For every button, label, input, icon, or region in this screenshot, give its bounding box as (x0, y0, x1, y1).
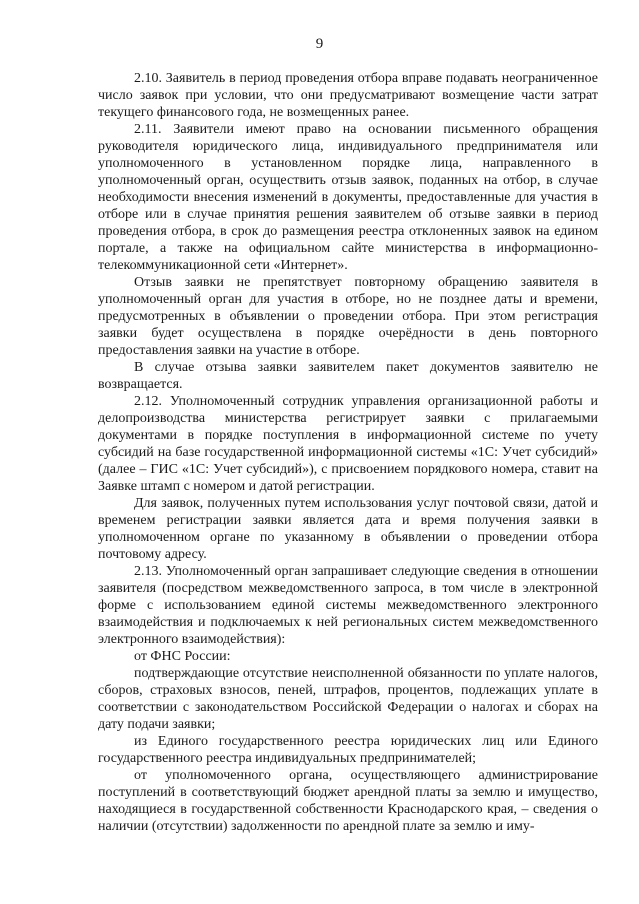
paragraph-registry: из Единого государственного реестра юридических лиц или Единого государственного реестра индивидуальных предпринимателей; (98, 734, 598, 766)
paragraph-postal: Для заявок, полученных путем использования услуг почтовой связи, датой и временем регистрации заявки является дата и время получения заявки в уполномоченном органе по указанному в объявлении о проведении отбора почтовому адресу. (98, 496, 598, 562)
paragraph-tax-debt: подтверждающие отсутствие неисполненной обязанности по уплате налогов, сборов, страховых взносов, пеней, штрафов, процентов, подлежащих уплате в соответствии с законодательством Российской Федерации о налогах и сборах на дату подачи заявки; (98, 666, 598, 732)
paragraph-2-10: 2.10. Заявитель в период проведения отбора вправе подавать неограниченное число заявок при условии, что они предусматривают возмещение части затрат текущего финансового года, не возмещенных ранее. (98, 71, 598, 120)
paragraph-rent-debt: от уполномоченного органа, осуществляющего администрирование поступлений в соответствующий бюджет арендной платы за землю и имущество, находящиеся в государственной собственности Краснодарского края, – сведения о наличии (отсутствии) задолженности по арендной плате за землю и иму- (98, 768, 598, 834)
paragraph-return-docs: В случае отзыва заявки заявителем пакет документов заявителю не возвращается. (98, 360, 598, 392)
paragraph-fns: от ФНС России: (134, 649, 231, 664)
paragraph-withdrawal: Отзыв заявки не препятствует повторному обращению заявителя в уполномоченный орган для участия в отборе, но не позднее даты и времени, предусмотренных в объявлении о проведении отбора. При этом регистрация заявки будет осуществлена в порядке очерёдности в день повторного предоставления заявки на участие в отборе. (98, 275, 598, 358)
document-body (98, 70, 598, 835)
page-number: 9 (315, 36, 324, 52)
paragraph-2-11: 2.11. Заявители имеют право на основании письменного обращения руководителя юридического лица, индивидуального предпринимателя или уполномоченного в установленном порядке лица, направленного в уполномоченный орган, осуществить отзыв заявок, поданных на отбор, в случае необходимости внесения изменений в документы, предоставленные для участия в отборе или в случае принятия решения заявителем об отзыве заявки в период проведения отбора, в срок до размещения реестра отклоненных заявок на едином портале, а также на официальном сайте министерства в информационно-телекоммуникационной сети «Интернет». (98, 122, 598, 273)
paragraph-2-12: 2.12. Уполномоченный сотрудник управления организационной работы и делопроизводства министерства регистрирует заявки с прилагаемыми документами в порядке поступления в информационной системе по учету субсидий на базе государственной информационной системы «1С: Учет субсидий» (далее – ГИС «1С: Учет субсидий»), с присвоением порядкового номера, ставит на Заявке штамп с номером и датой регистрации. (98, 394, 598, 494)
paragraph-2-13: 2.13. Уполномоченный орган запрашивает следующие сведения в отношении заявителя (посредством межведомственного запроса, в том числе в электронной форме с использованием единой системы межведомственного электронного взаимодействия и подключаемых к ней региональных систем межведомственного электронного взаимодействия): (98, 564, 598, 647)
